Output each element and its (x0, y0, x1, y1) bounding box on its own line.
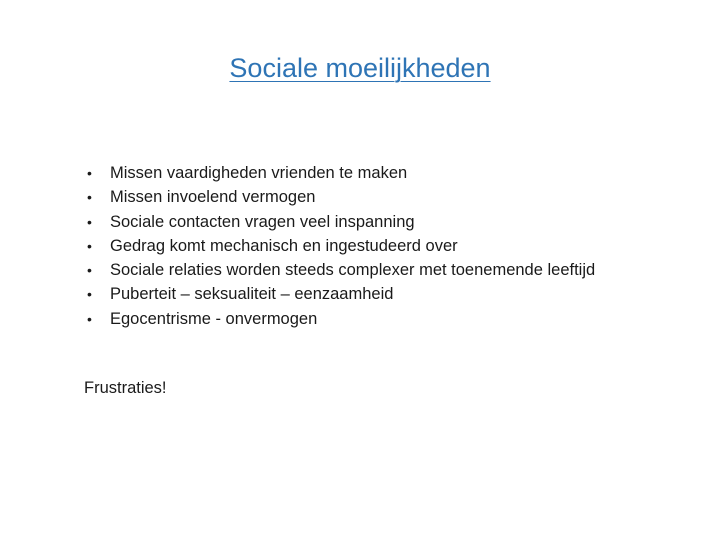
list-item (84, 161, 644, 185)
bullet-text: Sociale contacten vragen veel inspanning (110, 212, 415, 231)
list-item (84, 234, 644, 258)
bullet-text: Missen invoelend vermogen (110, 188, 316, 207)
bullet-icon: • (87, 237, 92, 254)
bullet-icon: • (87, 262, 92, 279)
conclusion-text: Frustraties! (84, 379, 167, 397)
slide-title[interactable]: Sociale moeilijkheden (229, 53, 491, 83)
list-item (84, 185, 644, 209)
list-item (84, 210, 644, 234)
list-item (84, 258, 644, 282)
bullet-text: Sociale relaties worden steeds complexer met toenemende leeftijd (110, 261, 596, 280)
bullet-text: Gedrag komt mechanisch en ingestudeerd over (110, 236, 458, 255)
bullet-icon: • (87, 286, 92, 303)
bullet-list (84, 161, 644, 331)
list-item (84, 282, 644, 306)
bullet-text: Puberteit – seksualiteit – eenzaamheid (110, 285, 394, 304)
list-item (84, 307, 644, 331)
bullet-icon: • (87, 310, 92, 327)
bullet-icon: • (87, 189, 92, 206)
bullet-icon: • (87, 213, 92, 230)
bullet-text: Egocentrisme - onvermogen (110, 309, 318, 328)
bullet-text: Missen vaardigheden vrienden te maken (110, 164, 408, 182)
bullet-icon: • (87, 165, 92, 181)
